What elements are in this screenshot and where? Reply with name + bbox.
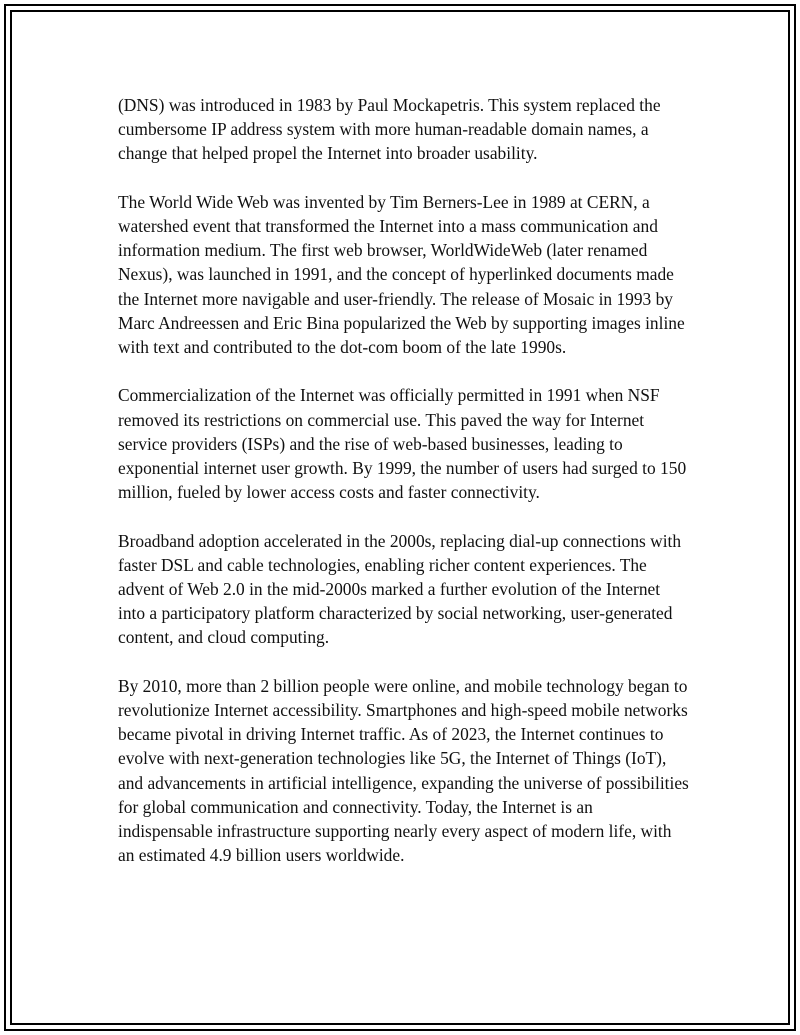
document-body <box>118 93 690 892</box>
paragraph-world-wide-web: The World Wide Web was invented by Tim Berners-Lee in 1989 at CERN, a watershed event that transformed the Internet into a mass communication and information medium. The first web browser, WorldWideWeb (later renamed Nexus), was launched in 1991, and the concept of hyperlinked documents made the Internet more navigable and user-friendly. The release of Mosaic in 1993 by Marc Andreessen and Eric Bina popularized the Web by supporting images inline with text and contributed to the dot-com boom of the late 1990s. <box>118 191 685 358</box>
paragraph-dns: (DNS) was introduced in 1983 by Paul Mockapetris. This system replaced the cumbersome IP address system with more human-readable domain names, a change that helped propel the Internet into broader usability. <box>118 95 661 164</box>
paragraph-mobile-era: By 2010, more than 2 billion people were online, and mobile technology began to revolutionize Internet accessibility. Smartphones and high-speed mobile networks became pivotal in driving Internet traffic. As of 2023, the Internet continues to evolve with next-generation technologies like 5G, the Internet of Things (IoT), and advancements in artificial intelligence, expanding the universe of possibilities for global communication and connectivity. Today, the Internet is an indispensable infrastructure supporting nearly every aspect of modern life, with an estimated 4.9 billion users worldwide. <box>118 675 689 866</box>
paragraph-commercialization: Commercialization of the Internet was officially permitted in 1991 when NSF removed its restrictions on commercial use. This paved the way for Internet service providers (ISPs) and the rise of web-based businesses, leading to exponential internet user growth. By 1999, the number of users had surged to 150 million, fueled by lower access costs and faster connectivity. <box>118 385 687 503</box>
paragraph-broadband: Broadband adoption accelerated in the 2000s, replacing dial-up connections with faster DSL and cable technologies, enabling richer content experiences. The advent of Web 2.0 in the mid-2000s marked a further evolution of the Internet into a participatory platform characterized by social networking, user-generated content, and cloud computing. <box>118 530 682 648</box>
